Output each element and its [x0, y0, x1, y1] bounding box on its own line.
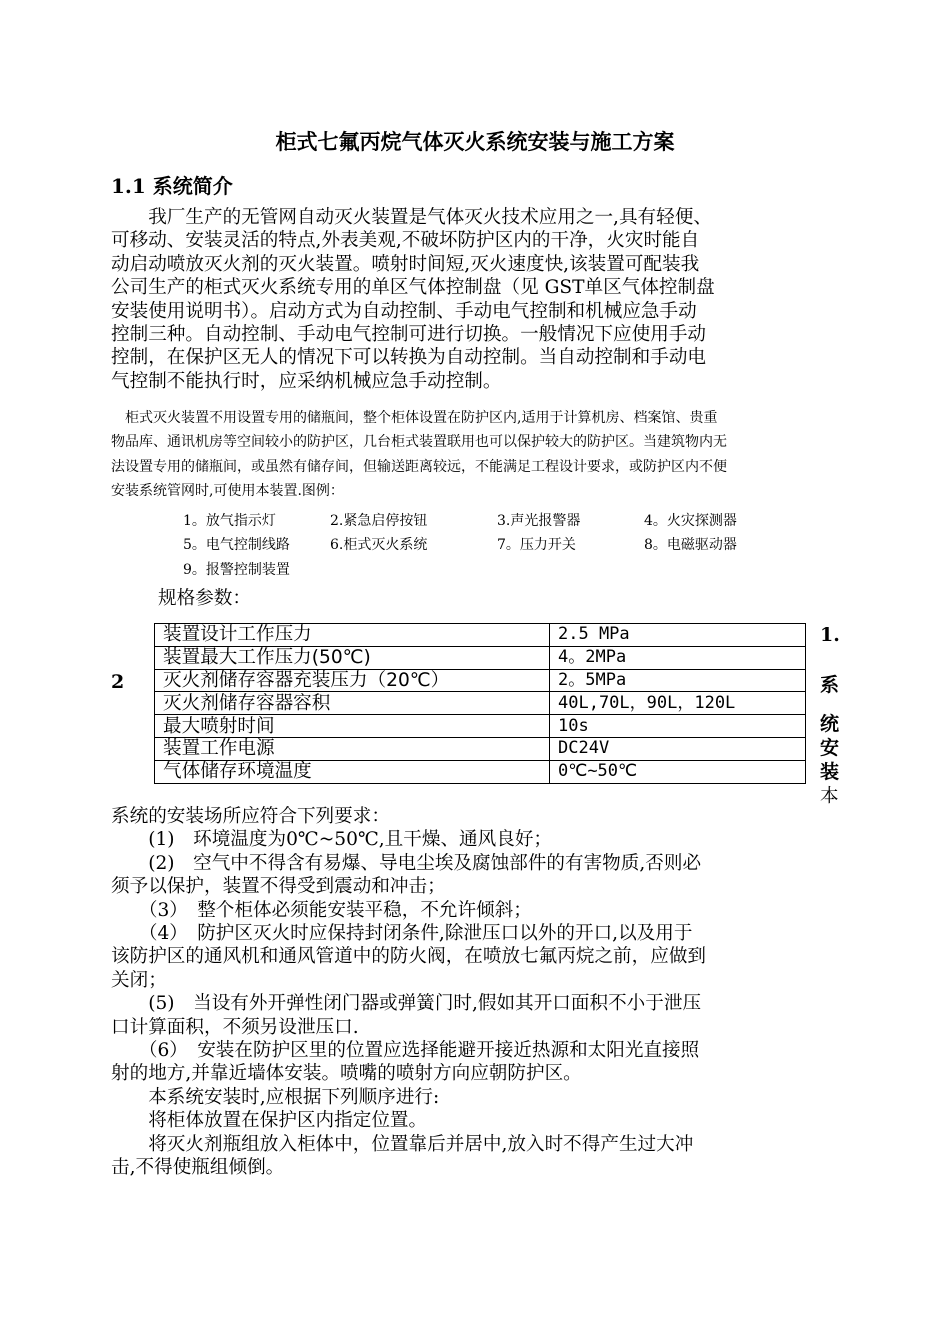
body-line: 口计算面积，不须另设泄压口.	[111, 1016, 359, 1038]
body-line: （6） 安装在防护区里的位置应选择能避开接近热源和太阳光直接照	[111, 1040, 700, 1062]
document-title: 柜式七氟丙烷气体灭火系统安装与施工方案	[275, 129, 675, 154]
spec-table	[154, 623, 806, 784]
spec-value: DC24V	[550, 737, 806, 760]
spec-label: 规格参数：	[158, 588, 251, 609]
body-line: 将柜体放置在保护区内指定位置。	[111, 1110, 428, 1132]
spec-value: 0℃~50℃	[550, 760, 806, 783]
side-heading-char: 本	[820, 786, 839, 807]
section-heading: 1.1 系统简介	[111, 174, 233, 198]
side-heading-char: 统	[820, 713, 840, 735]
spec-key: 灭火剂储存容器充装压力（20℃）	[155, 669, 550, 692]
usage-line: 物品库、通讯机房等空间较小的防护区，几台柜式装置联用也可以保护较大的防护区。当建筑物内无	[111, 434, 727, 451]
spec-value: 2.5 MPa	[550, 624, 806, 647]
spec-key: 装置最大工作压力(50℃)	[155, 646, 550, 669]
spec-key: 灭火剂储存容器容积	[155, 692, 550, 715]
body-line: 须予以保护，装置不得受到震动和冲击；	[111, 876, 446, 898]
spec-value: 40L,70L，90L，120L	[550, 692, 806, 715]
spec-value: 10s	[550, 715, 806, 738]
side-heading-char: 1.	[820, 624, 840, 646]
usage-line: 安装系统管网时,可使用本装置.图例：	[111, 482, 344, 499]
spec-key: 最大喷射时间	[155, 715, 550, 738]
side-heading-char: 安	[820, 737, 840, 759]
spec-key: 装置设计工作压力	[155, 624, 550, 647]
intro-paragraph	[111, 206, 851, 393]
legend-item: 5。电气控制线路	[183, 537, 290, 553]
side-heading-char: 装	[820, 761, 840, 783]
legend-item: 2.紧急启停按钮	[330, 513, 428, 529]
body-line: 该防护区的通风机和通风管道中的防火阀，在喷放七氟丙烷之前，应做到	[111, 946, 707, 968]
intro-line: 可移动、安装灵活的特点,外表美观,不破坏防护区内的干净，火灾时能自	[111, 230, 700, 252]
legend-item: 9。报警控制装置	[183, 562, 290, 578]
legend-item: 8。电磁驱动器	[644, 537, 737, 553]
table-row	[155, 669, 806, 692]
legend-item: 3.声光报警器	[497, 513, 581, 529]
intro-line: 气控制不能执行时，应采纳机械应急手动控制。	[111, 370, 502, 392]
intro-line: 动启动喷放灭火剂的灭火装置。喷射时间短,灭火速度快,该装置可配装我	[111, 253, 700, 275]
body-line: 将灭火剂瓶组放入柜体中，位置靠后并居中,放入时不得产生过大冲	[111, 1133, 694, 1155]
spec-key: 装置工作电源	[155, 737, 550, 760]
usage-line: 法设置专用的储瓶间，或虽然有储存间，但输送距离较远，不能满足工程设计要求，或防护区内不便	[111, 458, 727, 475]
requirements-paragraph	[111, 805, 851, 1180]
side-heading-char: 系	[820, 674, 840, 696]
intro-line: 安装使用说明书）。启动方式为自动控制、手动电气控制和机械应急手动	[111, 300, 697, 322]
table-row	[155, 692, 806, 715]
intro-line: 控制，在保护区无人的情况下可以转换为自动控制。当自动控制和手动电	[111, 347, 707, 369]
legend-item: 6.柜式灭火系统	[330, 537, 428, 553]
intro-line: 控制三种。自动控制、手动电气控制可进行切换。一般情况下应使用手动	[111, 324, 707, 346]
table-row	[155, 737, 806, 760]
body-line: (5) 当设有外开弹性闭门器或弹簧门时,假如其开口面积不小于泄压	[111, 993, 702, 1015]
legend-item: 4。火灾探测器	[644, 513, 737, 529]
spec-value: 4。2MPa	[550, 646, 806, 669]
body-line: 击,不得使瓶组倾倒。	[111, 1157, 285, 1179]
usage-line: 柜式灭火装置不用设置专用的储瓶间，整个柜体设置在防护区内,适用于计算机房、档案馆、贵重	[111, 410, 718, 426]
body-line: 本系统安装时,应根据下列顺序进行:	[111, 1086, 440, 1108]
spec-value: 2。5MPa	[550, 669, 806, 692]
table-row	[155, 624, 806, 647]
intro-line: 公司生产的柜式灭火系统专用的单区气体控制盘（见 GST单区气体控制盘	[111, 277, 715, 299]
body-line: (1) 环境温度为0℃~50℃,且干燥、通风良好；	[111, 829, 553, 851]
body-line: （3） 整个柜体必须能安装平稳，不允许倾斜；	[111, 899, 532, 921]
body-line: 射的地方,并靠近墙体安装。喷嘴的喷射方向应朝防护区。	[111, 1063, 582, 1085]
table-row	[155, 715, 806, 738]
body-line: 关闭；	[111, 969, 167, 991]
side-number: 2	[111, 671, 125, 693]
spec-key: 气体储存环境温度	[155, 760, 550, 783]
legend-item: 1。放气指示灯	[183, 513, 276, 529]
body-line: (2) 空气中不得含有易爆、导电尘埃及腐蚀部件的有害物质,否则必	[111, 852, 702, 874]
body-line: 系统的安装场所应符合下列要求：	[111, 806, 390, 827]
table-row	[155, 646, 806, 669]
legend-item: 7。压力开关	[497, 537, 576, 553]
intro-line: 我厂生产的无管网自动灭火装置是气体灭火技术应用之一,具有轻便、	[111, 207, 712, 228]
table-row	[155, 760, 806, 783]
usage-paragraph	[111, 406, 851, 503]
body-line: （4） 防护区灭火时应保持封闭条件,除泄压口以外的开口,以及用于	[111, 923, 693, 945]
